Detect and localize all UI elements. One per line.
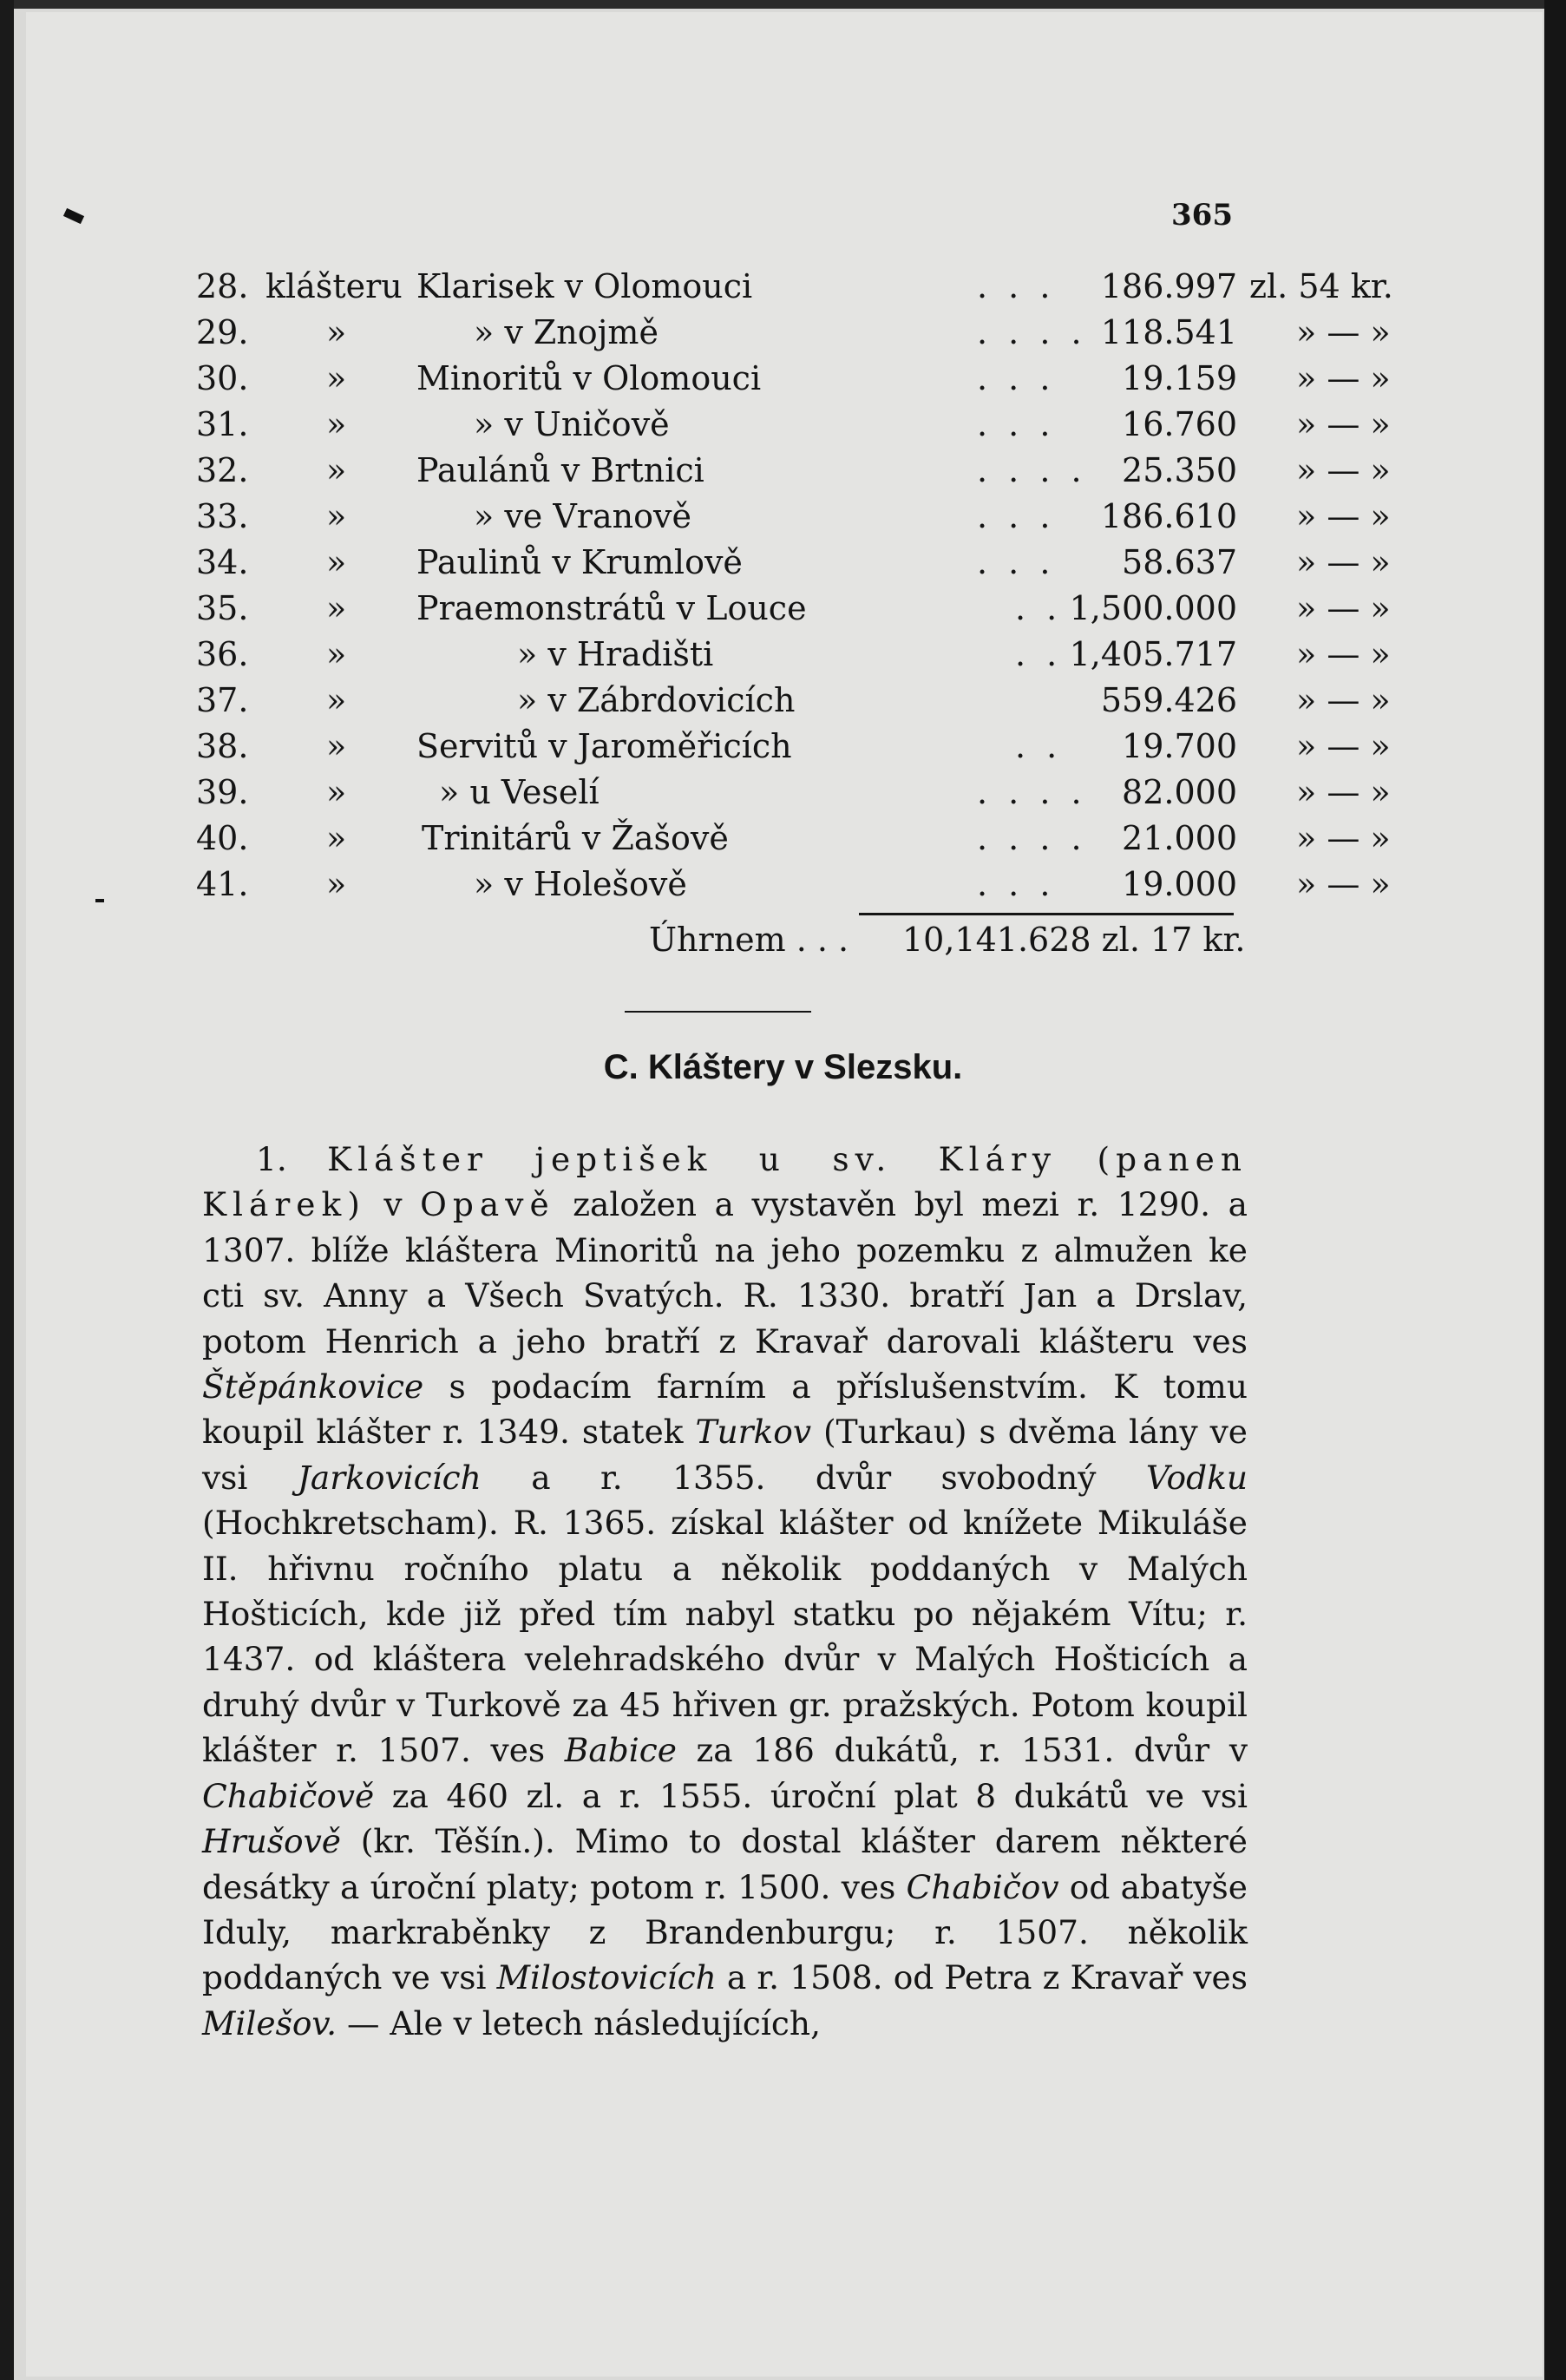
row-amount: 1,405.717 bbox=[1069, 635, 1237, 673]
place-name: Hrušově bbox=[202, 1822, 341, 1861]
body-paragraph bbox=[202, 1137, 1248, 2046]
scan-border-left bbox=[0, 0, 14, 2380]
text: a r. 1355. dvůr svobodný bbox=[481, 1458, 1146, 1497]
row-kind: » bbox=[326, 405, 347, 443]
row-amount: 25.350 bbox=[1122, 451, 1237, 489]
para-title-paren: (panen Klárek) bbox=[202, 1140, 1248, 1224]
text: (Hochkretscham). R. 1365. získal klášter od knížete Mikuláše II. hřivnu ročního platu a několik poddaných v Malých Hošticích, kde již před tím nabyl statku po nějakém Vítu; r. 1437. od kláštera velehradského dvůr v Malých Hošticích a druhý dvůr v Turkově za 45 hřiven gr. pražských. Potom koupil klášter r. 1507. ves bbox=[202, 1504, 1248, 1770]
text: v bbox=[383, 1185, 421, 1224]
leader-dots: . . . . bbox=[977, 819, 1087, 857]
row-amount: 559.426 bbox=[1100, 681, 1237, 719]
row-cents: » — » bbox=[1296, 865, 1391, 903]
row-amount: 118.541 bbox=[1100, 313, 1237, 351]
row-amount: 16.760 bbox=[1122, 405, 1237, 443]
row-amount: 58.637 bbox=[1122, 543, 1237, 581]
para-title: Klášter jeptišek u sv. Kláry bbox=[327, 1140, 1058, 1178]
row-cents: » — » bbox=[1296, 635, 1391, 673]
leader-dots: . . bbox=[1015, 727, 1063, 765]
row-cents: » — » bbox=[1296, 773, 1391, 811]
row-label: Paulánů v Brtnici bbox=[416, 451, 704, 489]
row-cents: » — » bbox=[1296, 589, 1391, 627]
text: (kr. Těšín.). Mimo to dostal klášter darem některé desátky a úroční platy; potom r. 1500. ves bbox=[202, 1822, 1248, 1906]
row-number: 33. bbox=[196, 497, 249, 535]
row-kind: » bbox=[326, 773, 347, 811]
total-label: Úhrnem . . . bbox=[649, 921, 849, 959]
row-label: Praemonstrátů v Louce bbox=[416, 589, 807, 627]
row-kind: » bbox=[326, 497, 347, 535]
leader-dots: . . . bbox=[977, 497, 1056, 535]
row-label: Paulinů v Krumlově bbox=[416, 543, 743, 581]
row-kind: » bbox=[326, 635, 347, 673]
text: a r. 1508. od Petra z Kravař ves bbox=[716, 1958, 1248, 1997]
text: od abatyše Iduly, markraběnky z Brandenburgu; r. 1507. několik poddaných ve vsi bbox=[202, 1867, 1248, 1997]
place-name: Milešov. bbox=[202, 2003, 337, 2042]
row-label: Servitů v Jaroměřicích bbox=[416, 727, 792, 765]
row-cents: » — » bbox=[1296, 313, 1391, 351]
text: za 460 zl. a r. 1555. úroční plat 8 dukátů ve vsi bbox=[374, 1776, 1248, 1815]
row-cents: » — » bbox=[1296, 543, 1391, 581]
text: (Turkau) s dvěma lány ve vsi bbox=[202, 1413, 1248, 1497]
row-label: Klarisek v Olomouci bbox=[416, 267, 753, 305]
row-kind: » bbox=[326, 589, 347, 627]
row-amount: 1,500.000 bbox=[1069, 589, 1237, 627]
text: založen a vystavěn byl mezi r. 1290. a 1307. blíže kláštera Minoritů na jeho pozemku z almužen ke cti sv. Anny a Všech Svatých. R. 1330. bratří Jan a Drslav, potom Henrich a jeho bratří z Kravař darovali klášteru ves bbox=[202, 1185, 1248, 1360]
place-name: Babice bbox=[564, 1731, 677, 1770]
page-number: 365 bbox=[1171, 198, 1233, 233]
leader-dots: . . . bbox=[977, 865, 1056, 903]
row-number: 35. bbox=[196, 589, 249, 627]
leader-dots: . . bbox=[1015, 589, 1063, 627]
scan-border-top bbox=[0, 0, 1566, 9]
row-cents: zl. 54 kr. bbox=[1249, 267, 1393, 305]
row-amount: 82.000 bbox=[1122, 773, 1237, 811]
place-name: Vodku bbox=[1145, 1458, 1248, 1497]
row-amount: 19.700 bbox=[1122, 727, 1237, 765]
row-kind: » bbox=[326, 819, 347, 857]
row-kind: klášteru bbox=[265, 267, 403, 305]
row-label: » v Hradišti bbox=[517, 635, 714, 673]
leader-dots: . . . bbox=[977, 543, 1056, 581]
row-label: Minoritů v Olomouci bbox=[416, 359, 762, 397]
place-name: Milostovicích bbox=[496, 1958, 717, 1997]
row-amount: 19.159 bbox=[1122, 359, 1237, 397]
row-number: 36. bbox=[196, 635, 249, 673]
place-name: Chabičově bbox=[202, 1776, 375, 1815]
row-amount: 19.000 bbox=[1122, 865, 1237, 903]
row-label: » u Veselí bbox=[439, 773, 600, 811]
row-label: » v Uničově bbox=[474, 405, 670, 443]
leader-dots: . . . bbox=[977, 359, 1056, 397]
text: s podacím farním a příslušenstvím. K tomu koupil klášter r. 1349. statek bbox=[202, 1367, 1248, 1452]
row-number: 38. bbox=[196, 727, 249, 765]
row-label: » ve Vranově bbox=[474, 497, 691, 535]
row-kind: » bbox=[326, 543, 347, 581]
row-number: 29. bbox=[196, 313, 249, 351]
row-cents: » — » bbox=[1296, 819, 1391, 857]
row-amount: 186.997 bbox=[1100, 267, 1237, 305]
total-value: 10,141.628 zl. 17 kr. bbox=[902, 921, 1246, 959]
para-number: 1. bbox=[256, 1140, 287, 1178]
row-label: » v Holešově bbox=[474, 865, 687, 903]
leader-dots: . . . . bbox=[977, 313, 1087, 351]
row-cents: » — » bbox=[1296, 681, 1391, 719]
row-number: 39. bbox=[196, 773, 249, 811]
place-name: Štěpánkovice bbox=[202, 1367, 424, 1406]
row-number: 31. bbox=[196, 405, 249, 443]
row-amount: 21.000 bbox=[1122, 819, 1237, 857]
text: za 186 dukátů, r. 1531. dvůr v bbox=[676, 1731, 1248, 1770]
section-heading: C. Kláštery v Slezsku. bbox=[603, 1048, 963, 1086]
row-label: Trinitárů v Žašově bbox=[422, 819, 729, 857]
scan-border-right bbox=[1544, 0, 1566, 2380]
row-amount: 186.610 bbox=[1100, 497, 1237, 535]
row-kind: » bbox=[326, 451, 347, 489]
row-kind: » bbox=[326, 681, 347, 719]
row-number: 28. bbox=[196, 267, 249, 305]
row-cents: » — » bbox=[1296, 497, 1391, 535]
row-number: 34. bbox=[196, 543, 249, 581]
leader-dots: . . bbox=[1015, 635, 1063, 673]
place-name: Jarkovicích bbox=[297, 1458, 482, 1497]
row-kind: » bbox=[326, 313, 347, 351]
row-kind: » bbox=[326, 727, 347, 765]
section-divider bbox=[625, 1011, 811, 1013]
row-label: » v Znojmě bbox=[474, 313, 659, 351]
row-kind: » bbox=[326, 865, 347, 903]
leader-dots: . . . bbox=[977, 267, 1056, 305]
row-number: 37. bbox=[196, 681, 249, 719]
place-name: Turkov bbox=[695, 1413, 812, 1452]
text: — Ale v letech následujících, bbox=[337, 2003, 822, 2042]
row-number: 40. bbox=[196, 819, 249, 857]
row-cents: » — » bbox=[1296, 451, 1391, 489]
row-number: 32. bbox=[196, 451, 249, 489]
row-cents: » — » bbox=[1296, 405, 1391, 443]
leader-dots: . . . bbox=[977, 405, 1056, 443]
place-name: Chabičov bbox=[906, 1867, 1059, 1906]
row-cents: » — » bbox=[1296, 727, 1391, 765]
ink-mark bbox=[95, 899, 104, 902]
row-number: 41. bbox=[196, 865, 249, 903]
place-name: Opavě bbox=[420, 1185, 555, 1224]
row-label: » v Zábrdovicích bbox=[517, 681, 796, 719]
row-cents: » — » bbox=[1296, 359, 1391, 397]
row-kind: » bbox=[326, 359, 347, 397]
leader-dots: . . . . bbox=[977, 451, 1087, 489]
total-rule bbox=[859, 913, 1234, 915]
leader-dots: . . . . bbox=[977, 773, 1087, 811]
row-number: 30. bbox=[196, 359, 249, 397]
